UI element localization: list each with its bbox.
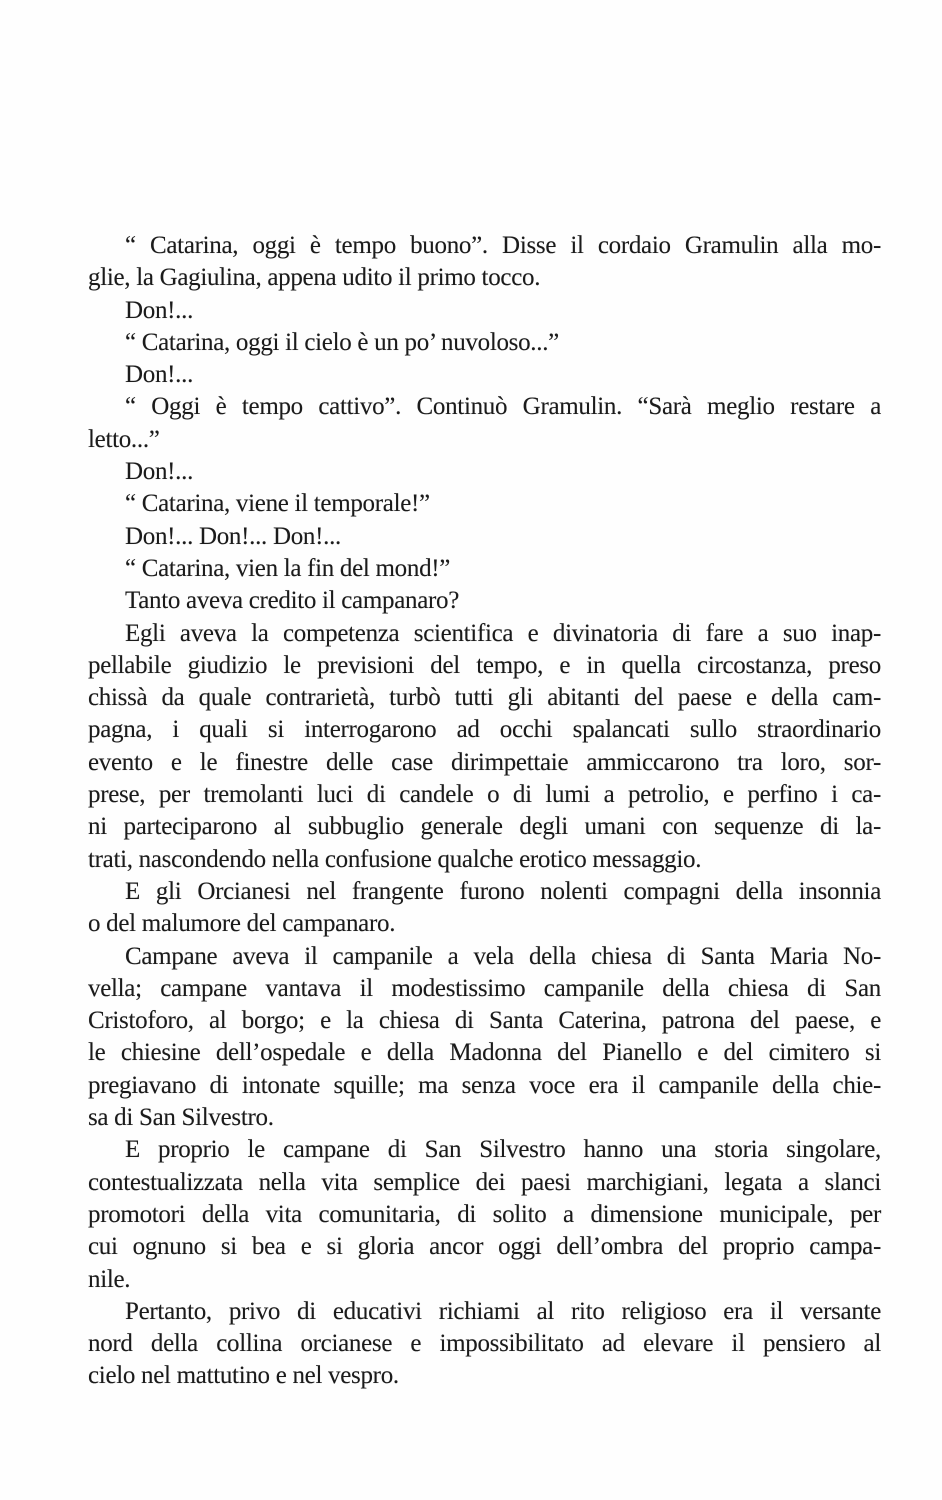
text-line: “ Catarina, viene il temporale!” (125, 490, 430, 518)
text-line: nile. (88, 1265, 131, 1293)
text-line: “ Catarina, oggi è tempo buono”. Disse il cordaio Gramulin alla mo- (125, 232, 881, 259)
text-line: Don!... (125, 458, 194, 486)
text-line: Egli aveva la competenza scientifica e divinatoria di fare a suo inap- (125, 619, 881, 647)
text-line: prese, per tremolanti luci di candele o di lumi a petrolio, e perfino i ca- (88, 781, 881, 809)
text-line: cui ognuno si bea e si gloria ancor oggi dell’ombra del proprio campa- (88, 1233, 881, 1261)
text-line: E proprio le campane di San Silvestro hanno una storia singolare, (125, 1136, 881, 1164)
text-line: glie, la Gagiulina, appena udito il primo tocco. (88, 264, 541, 292)
text-line: pregiavano di intonate squille; ma senza voce era il campanile della chie- (88, 1071, 881, 1099)
text-line: trati, nascondendo nella confusione qualche erotico messaggio. (88, 845, 702, 873)
text-line: Tanto aveva credito il campanaro? (125, 587, 460, 615)
text-line: E gli Orcianesi nel frangente furono nolenti compagni della insonnia (125, 877, 881, 905)
text-line: cielo nel mattutino e nel vespro. (88, 1362, 399, 1390)
text-line: Cristoforo, al borgo; e la chiesa di Santa Caterina, patrona del paese, e (88, 1007, 881, 1035)
text-line: Don!... Don!... Don!... (125, 522, 341, 550)
text-line: Pertanto, privo di educativi richiami al rito religioso era il versante (125, 1297, 881, 1325)
text-line: contestualizzata nella vita semplice dei paesi marchigiani, legata a slanci (88, 1168, 881, 1196)
text-line: “ Catarina, oggi il cielo è un po’ nuvoloso...” (125, 328, 559, 356)
text-line: ni parteciparono al subbuglio generale degli umani con sequenze di la- (88, 813, 881, 841)
text-block (88, 230, 881, 1393)
text-line: pagna, i quali si interrogarono ad occhi spalancati sullo straordinario (88, 716, 881, 744)
text-line: letto...” (88, 425, 160, 453)
text-line: nord della collina orcianese e impossibilitato ad elevare il pensiero al (88, 1330, 881, 1358)
text-line: pellabile giudizio le previsioni del tempo, e in quella circostanza, preso (88, 651, 881, 679)
text-line: Campane aveva il campanile a vela della chiesa di Santa Maria No- (125, 942, 881, 970)
text-line: evento e le finestre delle case dirimpettaie ammiccarono tra loro, sor- (88, 748, 881, 776)
text-line: o del malumore del campanaro. (88, 910, 396, 938)
text-line: le chiesine dell’ospedale e della Madonna del Pianello e del cimitero si (88, 1039, 881, 1067)
text-line: “ Catarina, vien la fin del mond!” (125, 554, 451, 582)
text-line: chissà da quale contrarietà, turbò tutti gli abitanti del paese e della cam- (88, 684, 881, 712)
text-line: “ Oggi è tempo cattivo”. Continuò Gramulin. “Sarà meglio restare a (125, 393, 881, 421)
text-line: promotori della vita comunitaria, di solito a dimensione municipale, per (88, 1200, 881, 1228)
text-line: Don!... (125, 361, 194, 389)
text-line: Don!... (125, 296, 194, 324)
text-line: sa di San Silvestro. (88, 1104, 274, 1132)
text-line: vella; campane vantava il modestissimo campanile della chiesa di San (88, 974, 881, 1002)
